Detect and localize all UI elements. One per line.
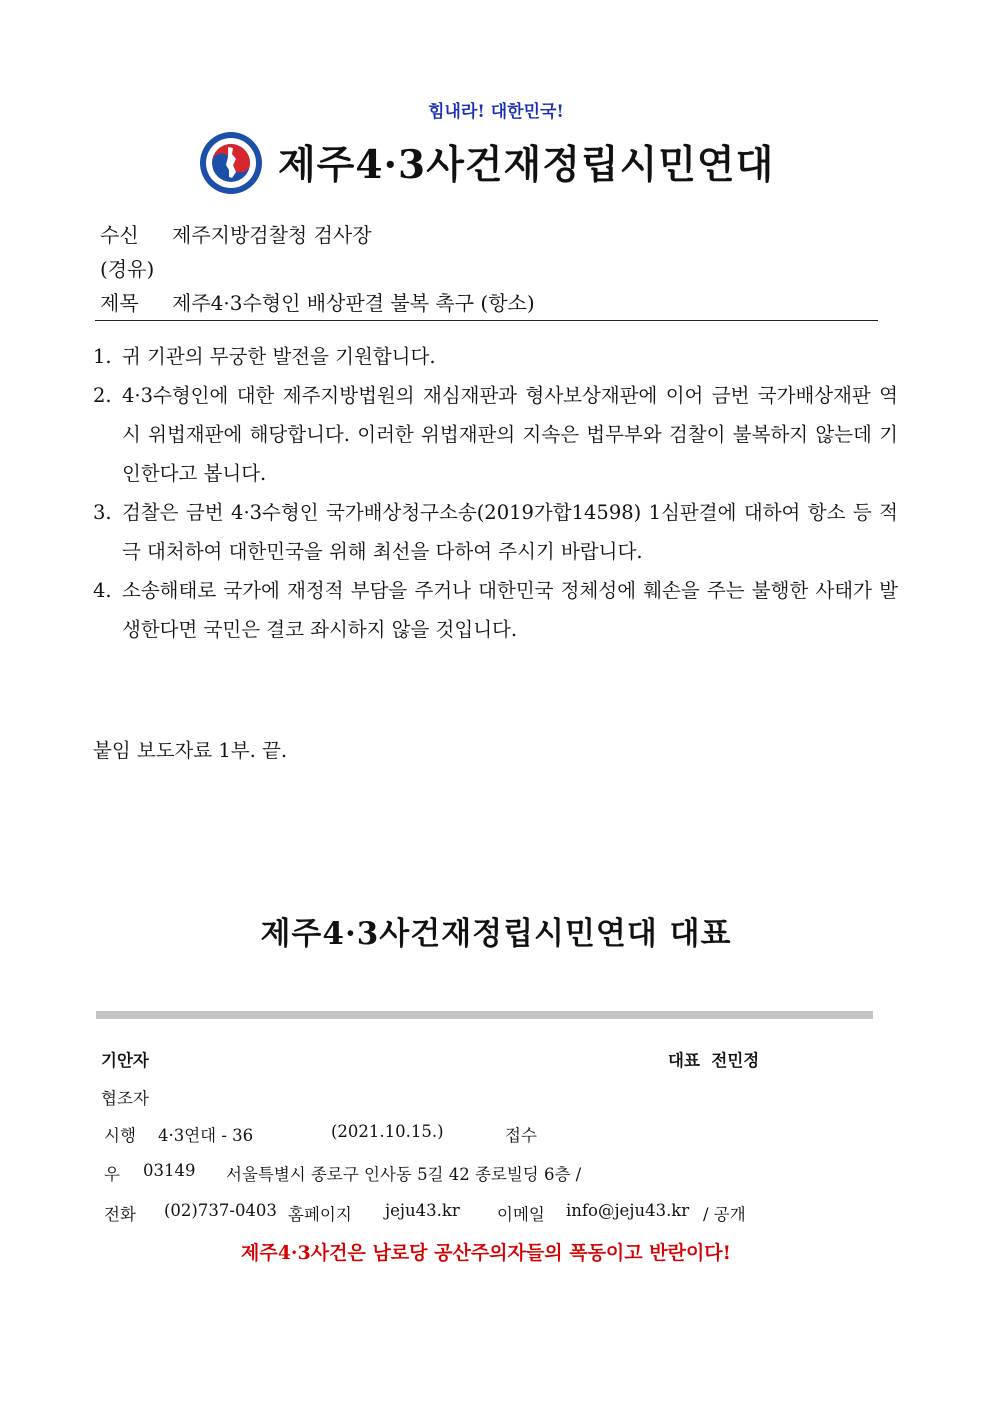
paragraph-number: 4.: [93, 579, 112, 602]
phone-number: (02)737-0403: [164, 1201, 277, 1220]
representative-signoff: [668, 1047, 759, 1071]
recipient-row: [100, 219, 372, 248]
header-divider: [95, 320, 878, 321]
paragraph-number: 2.: [93, 384, 112, 407]
representative-name: 전민정: [711, 1051, 760, 1070]
homepage-link[interactable]: jeju43.kr: [385, 1201, 460, 1220]
organization-logo-icon: [198, 130, 264, 196]
email-label: 이메일: [497, 1205, 545, 1224]
body-paragraph: [93, 571, 898, 649]
recipient-value: 제주지방검찰청 검사장: [172, 223, 372, 247]
email-link[interactable]: info@jeju43.kr: [566, 1201, 690, 1220]
body-paragraph: [93, 376, 898, 493]
paragraph-text: 소송해태로 국가에 재정적 부담을 주거나 대한민국 정체성에 훼손을 주는 불행한 사태가 발생한다면 국민은 결코 좌시하지 않을 것입니다.: [122, 579, 898, 641]
drafter-label: 기안자: [101, 1051, 149, 1070]
representative-label: 대표: [668, 1051, 700, 1070]
postal-code: 03149: [143, 1161, 196, 1180]
paragraph-text: 4·3수형인에 대한 제주지방법원의 재심재판과 형사보상재판에 이어 금번 국가배상재판 역시 위법재판에 해당합니다. 이러한 위법재판의 지속은 법무부와 검찰이 불복하지 않는데 기인한다고 봅니다.: [122, 384, 898, 485]
footer-divider: [96, 1011, 873, 1019]
paragraph-text: 귀 기관의 무궁한 발전을 기원합니다.: [122, 345, 436, 368]
body-paragraph: [93, 337, 898, 376]
subject-value: 제주4·3수형인 배상판결 불복 촉구 (항소): [172, 291, 535, 315]
body-paragraph: [93, 493, 898, 571]
phone-label: 전화: [104, 1205, 136, 1224]
subject-label: 제목: [100, 291, 139, 315]
bottom-slogan: 제주4·3사건은 남로당 공산주의자들의 폭동이고 반란이다!: [241, 1242, 731, 1264]
homepage-label: 홈페이지: [288, 1205, 352, 1224]
paragraph-text: 검찰은 금번 4·3수형인 국가배상청구소송(2019가합14598) 1심판결에 대하여 항소 등 적극 대처하여 대한민국을 위해 최선을 다하여 주시기 바랍니다.: [122, 501, 898, 563]
paragraph-number: 1.: [93, 345, 112, 368]
cooperator-label: 협조자: [101, 1089, 149, 1108]
issue-date: (2021.10.15.): [331, 1122, 444, 1141]
receipt-label: 접수: [505, 1126, 537, 1145]
recipient-label: 수신: [100, 223, 139, 247]
subject-row: [100, 287, 535, 316]
via-label: (경유): [100, 257, 155, 281]
address: 서울특별시 종로구 인사동 5길 42 종로빌딩 6층 /: [226, 1165, 582, 1184]
enforce-label: 시행: [104, 1126, 136, 1145]
document-number: 4·3연대 - 36: [158, 1126, 254, 1145]
organization-title: 제주4·3사건재정립시민연대: [278, 142, 775, 188]
top-slogan: 힘내라! 대한민국!: [428, 102, 564, 122]
postal-label: 우: [104, 1165, 120, 1184]
representative-title: 제주4·3사건재정립시민연대 대표: [260, 916, 732, 952]
attachment-note: 붙임 보도자료 1부. 끝.: [93, 739, 288, 762]
disclosure-status: / 공개: [703, 1205, 746, 1224]
paragraph-number: 3.: [93, 501, 112, 524]
via-row: [100, 253, 154, 282]
